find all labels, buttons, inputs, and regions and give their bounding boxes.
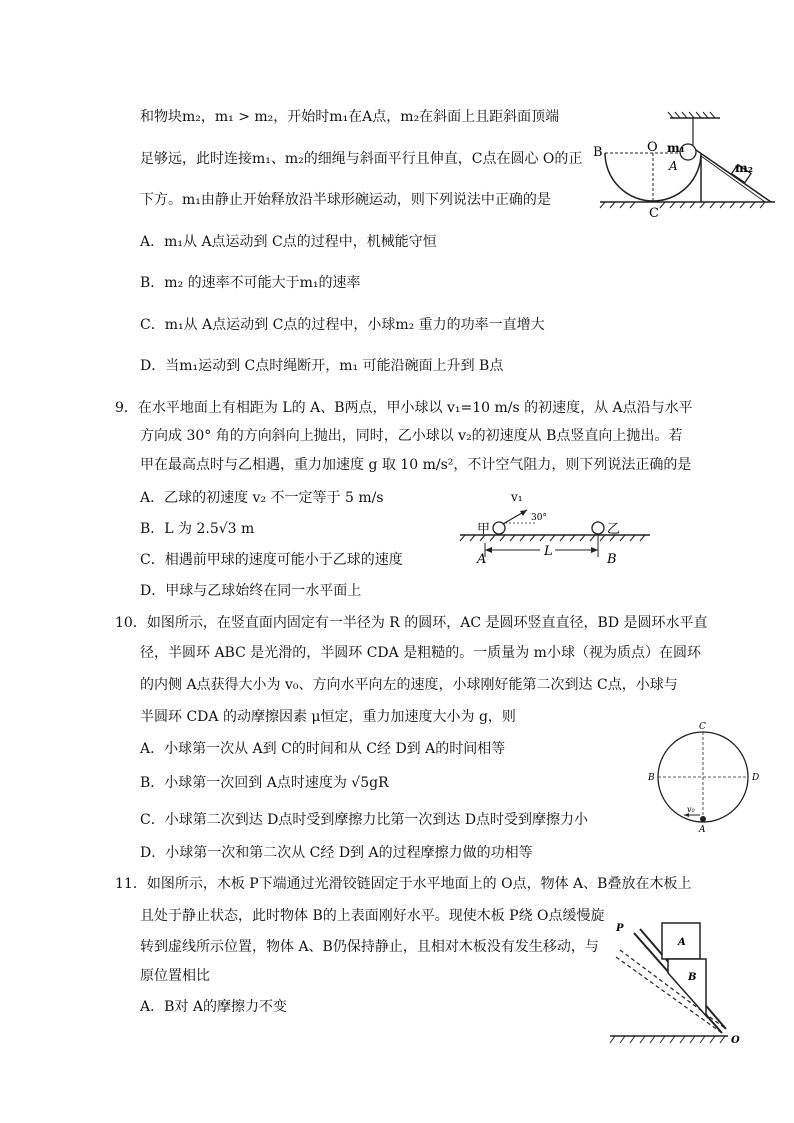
q9-text-line-3: 甲在最高点时与乙相遇，重力加速度 g 取 10 m/s²，不计空气阻力，则下列说法正确的是 xyxy=(140,457,692,473)
q11-fig-label-p: P xyxy=(616,923,624,934)
q11-fig-label-a: A xyxy=(678,937,686,948)
q8-option-d: D．当m₁运动到 C点时绳断开，m₁ 可能沿碗面上升到 B点 xyxy=(140,358,504,374)
q11-option-a: A．B对 A的摩擦力不变 xyxy=(140,999,287,1015)
q11-text-line-2: 且处于静止状态，此时物体 B的上表面刚好水平。现使木板 P绕 O点缓慢旋 xyxy=(140,908,605,924)
q8-fig-label-o: O xyxy=(647,140,658,155)
q9-fig-label-jia: 甲 xyxy=(477,522,491,537)
q8-fig-label-a: A xyxy=(669,159,678,173)
q10-fig-label-d: D xyxy=(752,773,760,783)
q10-fig-label-v0: v₀ xyxy=(687,805,695,814)
q10-figure-ring xyxy=(640,718,770,838)
q10-fig-label-c: C xyxy=(699,722,706,732)
q9-option-b: B．L 为 2.5√3 m xyxy=(140,521,255,537)
q10-fig-label-b: B xyxy=(648,773,655,783)
q8-figure-bowl-incline xyxy=(585,110,775,220)
q8-option-b: B．m₂ 的速率不可能大于m₁的速率 xyxy=(140,275,361,291)
q10-text-line-3: 的内侧 A点获得大小为 v₀、方向水平向左的速度，小球刚好能第二次到达 C点，小球与 xyxy=(140,677,678,693)
q10-option-b: B．小球第一次回到 A点时速度为 √5gR xyxy=(140,775,389,791)
q9-option-a: A．乙球的初速度 v₂ 不一定等于 5 m/s xyxy=(140,490,384,506)
q8-fig-label-b: B xyxy=(593,145,603,160)
q8-fig-label-m2: m₂ xyxy=(735,161,753,175)
q10-text-line-2: 径，半圆环 ABC 是光滑的，半圆环 CDA 是粗糙的。一质量为 m小球（视为质点）在圆环 xyxy=(140,645,701,661)
q9-fig-label-l: L xyxy=(544,544,553,559)
q10-option-c: C．小球第二次到达 D点时受到摩擦力比第一次到达 D点时受到摩擦力小 xyxy=(140,812,589,828)
q10-option-d: D．小球第一次和第二次从 C经 D到 A的过程摩擦力做的功相等 xyxy=(140,845,533,861)
q8-text-line-1: 和物块m₂，m₁ > m₂，开始时m₁在A点，m₂在斜面上且距斜面顶端 xyxy=(140,109,560,125)
q9-option-c: C．相遇前甲球的速度可能小于乙球的速度 xyxy=(140,552,403,568)
q9-option-d: D．甲球与乙球始终在同一水平面上 xyxy=(140,583,362,599)
q9-text-line-2: 方向成 30° 角的方向斜向上抛出，同时，乙小球以 v₂的初速度从 B点竖直向上抛出。若 xyxy=(140,428,683,444)
q9-fig-label-yi: 乙 xyxy=(607,522,621,537)
q11-text-line-3: 转到虚线所示位置，物体 A、B仍保持静止，且相对木板没有发生移动，与 xyxy=(140,939,599,955)
q11-text-line-1: 11．如图所示，木板 P下端通过光滑铰链固定于水平地面上的 O点，物体 A、B叠放在木板上 xyxy=(115,876,692,892)
q10-fig-label-a: A xyxy=(699,825,706,835)
q11-fig-label-o: O xyxy=(731,1035,740,1046)
q11-figure-board xyxy=(600,915,750,1050)
q10-text-line-1: 10．如图所示，在竖直面内固定有一半径为 R 的圆环，AC 是圆环竖直直径，BD 是圆环水平直 xyxy=(115,615,708,631)
q11-fig-label-b: B xyxy=(688,972,697,983)
q9-fig-label-v1: v₁ xyxy=(511,490,523,504)
q9-fig-label-angle: 30° xyxy=(531,513,547,523)
q8-option-c: C．m₁从 A点运动到 C点的过程中，小球m₂ 重力的功率一直增大 xyxy=(140,317,545,333)
q10-option-a: A．小球第一次从 A到 C的时间和从 C经 D到 A的时间相等 xyxy=(140,741,506,757)
q8-option-a: A．m₁从 A点运动到 C点的过程中，机械能守恒 xyxy=(140,234,437,250)
q8-text-line-2: 足够远，此时连接m₁、m₂的细绳与斜面平行且伸直，C点在圆心 O的正 xyxy=(140,151,583,167)
q9-fig-label-a: A xyxy=(477,552,487,567)
q9-text-line-1: 9．在水平地面上有相距为 L的 A、B两点，甲小球以 v₁=10 m/s 的初速度，从 A点沿与水平 xyxy=(115,400,693,416)
q9-fig-label-b: B xyxy=(607,552,617,567)
q9-figure-projectiles xyxy=(455,485,655,570)
q8-fig-label-m1: m₁ xyxy=(667,141,685,155)
q8-text-line-3: 下方。m₁由静止开始释放沿半球形碗运动，则下列说法中正确的是 xyxy=(140,192,551,208)
q11-text-line-4: 原位置相比 xyxy=(140,968,210,984)
q8-fig-label-c: C xyxy=(649,206,659,221)
q10-text-line-4: 半圆环 CDA 的动摩擦因素 μ恒定，重力加速度大小为 g，则 xyxy=(140,709,516,725)
